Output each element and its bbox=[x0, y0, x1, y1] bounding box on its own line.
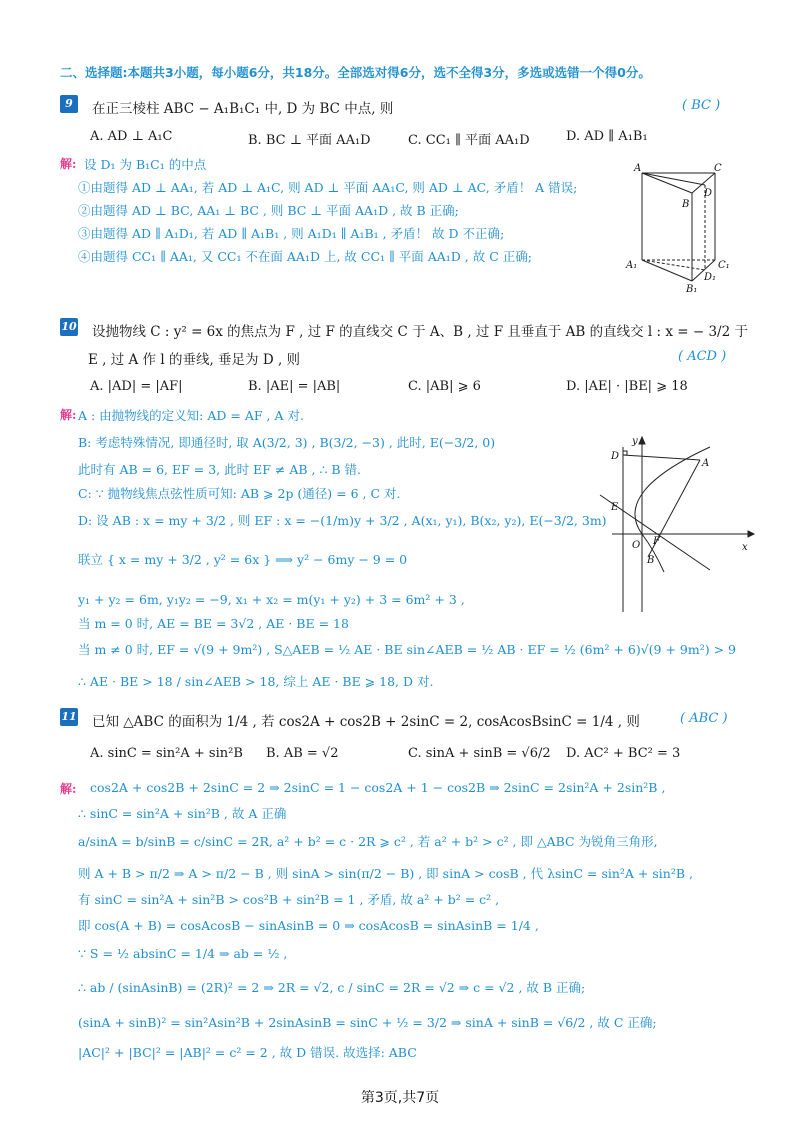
question-9-badge: 9 bbox=[60, 95, 78, 113]
q11-option-c: C. sinA + sinB = √6/2 bbox=[408, 746, 551, 761]
q11-option-d: D. AC² + BC² = 3 bbox=[566, 746, 681, 761]
parabola-curve bbox=[635, 447, 710, 572]
question-11-stem: 已知 △ABC 的面积为 1/4 , 若 cos2A + cos2B + 2sinC = 2, cosAcosBsinC = 1/4 , 则 bbox=[92, 714, 640, 730]
q9-solution-line-4: ③由题得 AD ∥ A₁D₁, 若 AD ∥ A₁B₁ , 则 A₁D₁ ∥ A₁B₁ , 矛盾！ 故 D 不正确; bbox=[78, 226, 505, 241]
question-11-answer: ( ABC ) bbox=[680, 711, 728, 726]
q11-solution-line-10: |AC|² + |BC|² = |AB|² = c² = 2 , 故 D 错误. 故选择: ABC bbox=[78, 1045, 417, 1060]
q9-solution-mark: 解: bbox=[60, 157, 77, 171]
q10-option-b: B. |AE| = |AB| bbox=[248, 379, 341, 394]
q9-option-c: C. CC₁ ∥ 平面 AA₁D bbox=[408, 133, 530, 148]
q11-option-b: B. AB = √2 bbox=[266, 746, 339, 761]
q10-solution-line-2: B: 考虑特殊情况, 即通径时, 取 A(3/2, 3) , B(3/2, −3) , 此时, E(−3/2, 0) bbox=[78, 435, 496, 450]
q10-solution-line-4: C: ∵ 抛物线焦点弦性质可知: AB ⩾ 2p (通径) = 6 , C 对. bbox=[78, 486, 401, 501]
label-D: D bbox=[704, 188, 713, 199]
q10-solution-line-6: 联立 { x = my + 3/2 , y² = 6x } ⟹ y² − 6my − 9 = 0 bbox=[78, 552, 408, 567]
question-10-stem-line-2: E , 过 A 作 l 的垂线, 垂足为 D , 则 bbox=[88, 352, 301, 368]
q9-solution-line-1: 设 D₁ 为 B₁C₁ 的中点 bbox=[84, 157, 207, 172]
q9-solution-line-5: ④由题得 CC₁ ∥ AA₁, 又 CC₁ 不在面 AA₁D 上, 故 CC₁ ∥ 平面 AA₁D , 故 C 正确; bbox=[78, 249, 532, 264]
q9-option-d: D. AD ∥ A₁B₁ bbox=[566, 129, 648, 144]
q11-solution-line-2: ∴ sinC = sin²A + sin²B , 故 A 正确 bbox=[78, 806, 287, 821]
q10-option-d: D. |AE| · |BE| ⩾ 18 bbox=[566, 379, 688, 394]
question-10-badge: 10 bbox=[60, 318, 78, 336]
label-O: O bbox=[632, 540, 641, 551]
label-E: E bbox=[611, 502, 619, 513]
question-10-answer: ( ACD ) bbox=[678, 349, 727, 364]
q10-solution-line-5: D: 设 AB : x = my + 3/2 , 则 EF : x = −(1/m)y + 3/2 , A(x₁, y₁), B(x₂, y₂), E(−3/2, 3m) bbox=[78, 513, 607, 528]
y-axis-arrow bbox=[639, 437, 645, 444]
label-D1: D₁ bbox=[704, 272, 717, 283]
label-A: A bbox=[634, 163, 642, 174]
prism-figure bbox=[620, 160, 740, 295]
q11-solution-line-7: ∵ S = ½ absinC = 1/4 ⇒ ab = ½ , bbox=[78, 946, 288, 961]
right-angle-mark bbox=[623, 451, 627, 455]
q11-solution-line-8: ∴ ab / (sinAsinB) = (2R)² = 2 ⇒ 2R = √2, c / sinC = 2R = √2 ⇒ c = √2 , 故 B 正确; bbox=[78, 980, 586, 995]
q10-solution-line-3: 此时有 AB = 6, EF = 3, 此时 EF ≠ AB , ∴ B 错. bbox=[78, 462, 362, 477]
q11-option-a: A. sinC = sin²A + sin²B bbox=[90, 746, 243, 761]
label-B1: B₁ bbox=[686, 284, 698, 295]
q10-option-c: C. |AB| ⩾ 6 bbox=[408, 379, 481, 394]
question-9-stem: 在正三棱柱 ABC − A₁B₁C₁ 中, D 为 BC 中点, 则 bbox=[92, 101, 394, 117]
q11-solution-line-4: 则 A + B > π/2 ⇒ A > π/2 − B , 则 sinA > sin(π/2 − B) , 即 sinA > cosB , 代 λsinC = sin²A + sin²B , bbox=[78, 866, 693, 881]
q11-solution-line-9: (sinA + sinB)² = sin²Asin²B + 2sinAsinB = sinC + ½ = 3/2 ⇒ sinA + sinB = √6/2 , 故 C 正确; bbox=[78, 1015, 657, 1030]
label-A1: A₁ bbox=[626, 260, 638, 271]
q11-solution-line-1: cos2A + cos2B + 2sinC = 2 ⇒ 2sinC = 1 − cos2A + 1 − cos2B ⇒ 2sinC = 2sin²A + 2sin²B , bbox=[90, 780, 666, 795]
label-C1: C₁ bbox=[718, 260, 730, 271]
q10-solution-line-7: y₁ + y₂ = 6m, y₁y₂ = −9, x₁ + x₂ = m(y₁ + y₂) + 3 = 6m² + 3 , bbox=[78, 592, 465, 607]
question-10-stem-line-1: 设抛物线 C : y² = 6x 的焦点为 F , 过 F 的直线交 C 于 A、B , 过 F 且垂直于 AB 的直线交 l : x = − 3/2 于 bbox=[92, 324, 748, 340]
label-x: x bbox=[742, 542, 748, 553]
section-title: 二、选择题:本题共3小题，每小题6分，共18分。全部选对得6分，选不全得3分，多选或选错一个得0分。 bbox=[60, 65, 651, 80]
label-B: B bbox=[647, 555, 655, 566]
label-C: C bbox=[714, 163, 722, 174]
question-9-answer: ( BC ) bbox=[682, 98, 721, 113]
label-F: F bbox=[653, 536, 660, 547]
q10-solution-line-8: 当 m = 0 时, AE = BE = 3√2 , AE · BE = 18 bbox=[78, 616, 349, 631]
q10-solution-mark: 解: bbox=[60, 408, 77, 422]
q10-solution-line-9: 当 m ≠ 0 时, EF = √(9 + 9m²) , S△AEB = ½ AE · BE sin∠AEB = ½ AB · EF = ½ (6m² + 6)√(9 + 9m²) > 9 bbox=[78, 642, 736, 657]
question-11-badge: 11 bbox=[60, 708, 78, 726]
edge-a1-b1 bbox=[642, 260, 692, 281]
q11-solution-mark: 解: bbox=[60, 782, 77, 796]
q10-option-a: A. |AD| = |AF| bbox=[90, 379, 183, 394]
edge-a1-d1 bbox=[642, 260, 705, 270]
q10-solution-line-1: A : 由抛物线的定义知: AD = AF , A 对. bbox=[78, 408, 304, 423]
label-y: y bbox=[632, 436, 638, 447]
q9-option-a: A. AD ⊥ A₁C bbox=[90, 129, 173, 144]
label-A: A bbox=[702, 458, 710, 469]
page-footer: 第3页,共7页 bbox=[360, 1090, 440, 1106]
parabola-figure bbox=[592, 432, 762, 617]
edge-a-b bbox=[642, 173, 692, 193]
q11-solution-line-3: a/sinA = b/sinB = c/sinC = 2R, a² + b² = c · 2R ⩾ c² , 若 a² + b² > c² , 即 △ABC 为锐角三角形, bbox=[78, 834, 658, 849]
q9-solution-line-3: ②由题得 AD ⊥ BC, AA₁ ⊥ BC , 则 BC ⊥ 平面 AA₁D , 故 B 正确; bbox=[78, 203, 459, 218]
q9-solution-line-2: ①由题得 AD ⊥ AA₁, 若 AD ⊥ A₁C, 则 AD ⊥ 平面 AA₁C, 则 AD ⊥ AC, 矛盾！ A 错误; bbox=[78, 180, 578, 195]
label-B: B bbox=[682, 199, 690, 210]
label-D: D bbox=[611, 451, 620, 462]
q11-solution-line-6: 即 cos(A + B) = cosAcosB − sinAsinB = 0 ⇒ cosAcosB = sinAsinB = 1/4 , bbox=[78, 918, 539, 933]
x-axis-arrow bbox=[748, 531, 754, 537]
edge-a-d bbox=[642, 173, 705, 185]
q10-solution-line-10: ∴ AE · BE > 18 / sin∠AEB > 18, 综上 AE · BE ⩾ 18, D 对. bbox=[78, 674, 434, 689]
q11-solution-line-5: 有 sinC = sin²A + sin²B > cos²B + sin²B = 1 , 矛盾, 故 a² + b² = c² , bbox=[78, 892, 500, 907]
q9-option-b: B. BC ⊥ 平面 AA₁D bbox=[248, 133, 371, 148]
